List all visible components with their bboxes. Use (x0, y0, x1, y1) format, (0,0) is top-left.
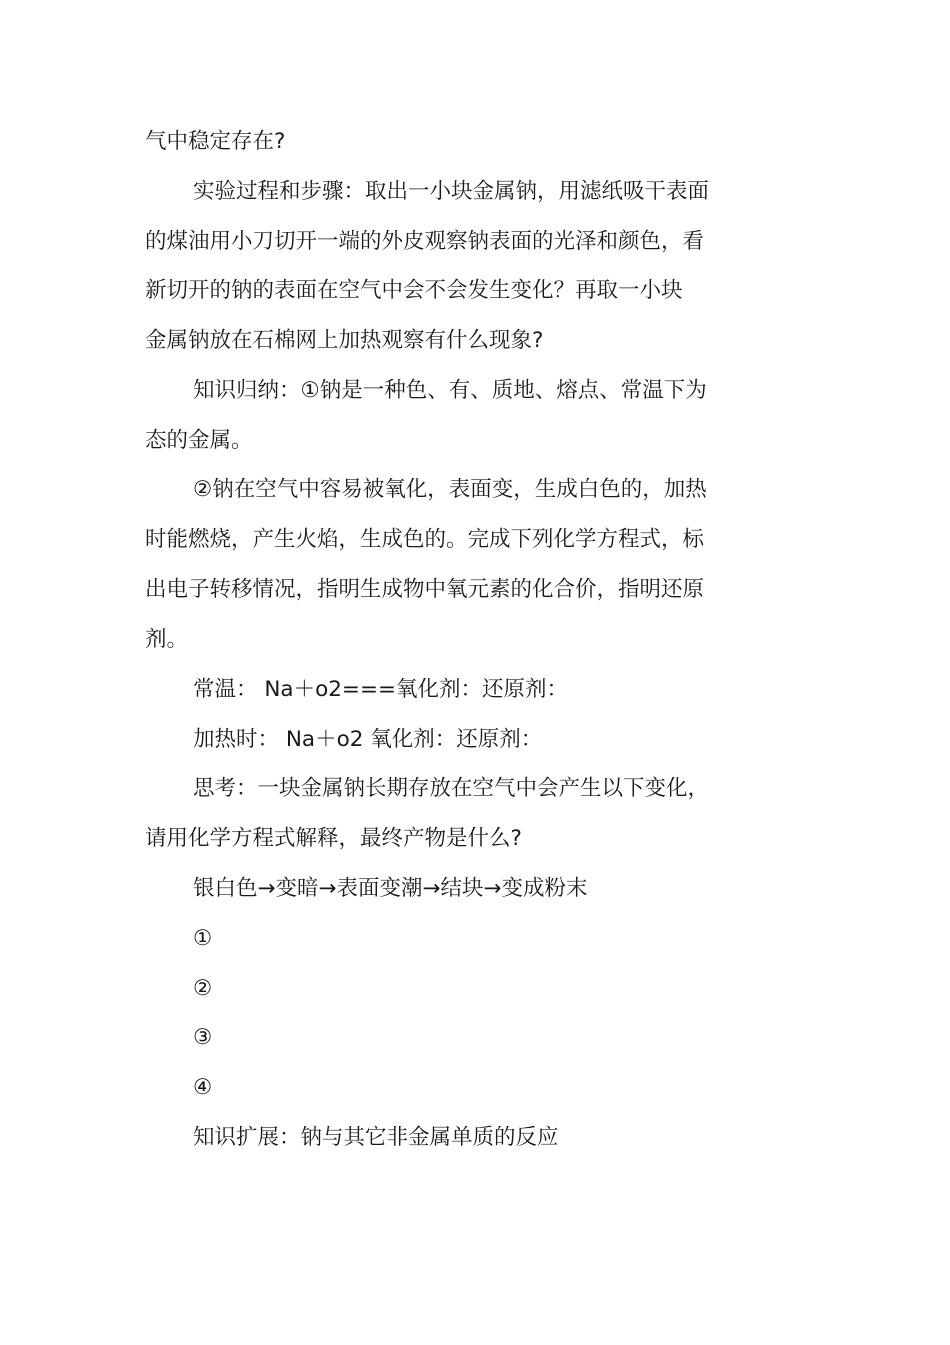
text-line: ③ (193, 1025, 213, 1050)
text-line: 气中稳定存在? (145, 129, 286, 154)
text-line: 请用化学方程式解释，最终产物是什么? (145, 826, 522, 851)
text-line: 实验过程和步骤：取出一小块金属钠，用滤纸吸干表面 (193, 179, 710, 204)
text-line: 思考：一块金属钠长期存放在空气中会产生以下变化， (193, 776, 710, 801)
text-line: 态的金属。 (145, 428, 253, 453)
text-line: 剂。 (145, 627, 189, 652)
text-line: ② (193, 976, 213, 1001)
text-line: 知识归纳：①钠是一种色、有、质地、熔点、常温下为 (193, 378, 707, 403)
text-line: 的煤油用小刀切开一端的外皮观察钠表面的光泽和颜色，看 (145, 229, 705, 254)
text-line: ④ (193, 1075, 213, 1100)
text-line: 出电子转移情况，指明生成物中氧元素的化合价，指明还原 (145, 577, 705, 602)
text-line: 知识扩展：钠与其它非金属单质的反应 (193, 1125, 559, 1150)
text-line: ②钠在空气中容易被氧化，表面变，生成白色的，加热 (193, 477, 707, 502)
text-line: ① (193, 926, 213, 951)
text-line: 时能燃烧，产生火焰，生成色的。完成下列化学方程式，标 (145, 527, 705, 552)
text-line: 新切开的钠的表面在空气中会不会发生变化？再取一小块 (145, 278, 683, 303)
text-line: 加热时： Na＋o2 氧化剂：还原剂： (193, 727, 543, 752)
text-line: 银白色→变暗→表面变潮→结块→变成粉末 (193, 876, 588, 901)
text-line: 金属钠放在石棉网上加热观察有什么现象? (145, 328, 544, 353)
text-line: 常温： Na＋o2===氧化剂：还原剂： (193, 677, 568, 702)
